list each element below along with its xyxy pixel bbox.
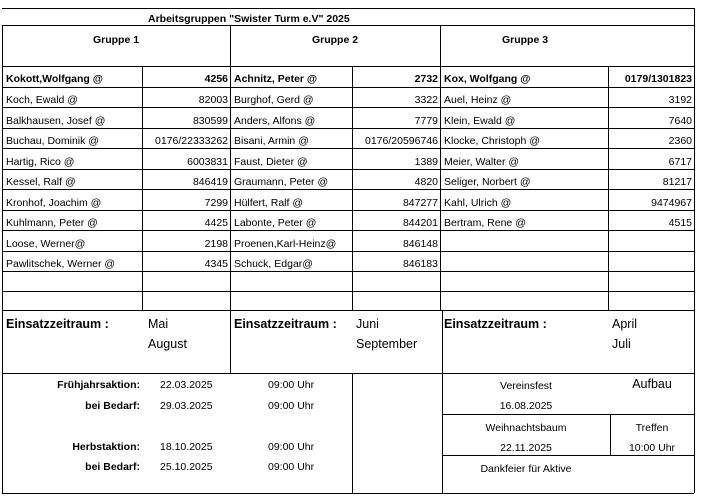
dankfeier-label: Dankfeier für Aktive: [480, 463, 572, 475]
group3-einsatz-label: Einsatzzeitraum :: [444, 317, 547, 331]
member-name: Pawlitschek, Werner @: [6, 258, 116, 270]
grid-line: [142, 66, 143, 310]
member-phone: 7640: [668, 114, 692, 127]
member-phone: 2360: [668, 135, 692, 147]
treffen-label: Treffen: [635, 422, 669, 434]
member-phone: 846419: [192, 176, 228, 188]
member-phone: 4425: [204, 217, 228, 229]
member-name: Seliger, Norbert @: [444, 176, 531, 188]
group3-header: Gruppe 3: [501, 34, 549, 46]
grid-line: [2, 493, 694, 494]
member-name: Bisani, Armin @: [234, 135, 309, 147]
grid-line: [442, 455, 694, 456]
weihnachtsbaum-label: Weihnachtsbaum: [485, 422, 567, 434]
member-phone: 844201: [402, 217, 438, 229]
member-name: Schuck, Edgar@: [234, 258, 313, 270]
member-phone: 2198: [204, 237, 228, 250]
member-phone: 7299: [204, 196, 228, 209]
action-date: 29.03.2025: [160, 400, 213, 412]
grid-line: [2, 25, 3, 493]
vereinsfest-label: Vereinsfest: [500, 380, 552, 392]
action-label: bei Bedarf:: [85, 400, 140, 412]
member-name: Kahl, Ulrich @: [444, 196, 512, 209]
member-name: Anders, Alfons @: [234, 114, 316, 127]
member-name: Labonte, Peter @: [234, 217, 317, 229]
member-phone: 6717: [668, 155, 692, 168]
member-phone: 1389: [414, 155, 438, 168]
action-time: 09:00 Uhr: [268, 441, 315, 453]
group2-header: Gruppe 2: [311, 34, 359, 46]
member-phone: 4345: [204, 258, 228, 270]
group1-month-2: August: [148, 337, 187, 351]
grid-line: [2, 271, 694, 272]
vereinsfest-date: 16.08.2025: [499, 400, 553, 412]
member-phone: 9474967: [651, 196, 692, 209]
grid-line: [694, 8, 695, 493]
member-name: Loose, Werner@: [6, 237, 86, 250]
grid-line: [2, 189, 694, 190]
action-time: 09:00 Uhr: [268, 461, 315, 473]
grid-line: [2, 210, 694, 211]
member-phone: 4515: [668, 217, 692, 229]
group2-einsatz-label: Einsatzzeitraum :: [234, 317, 337, 331]
group3-month-1: April: [612, 317, 638, 331]
member-name: Klocke, Christoph @: [444, 135, 540, 147]
action-label: Herbstaktion:: [72, 441, 140, 453]
grid-line: [2, 8, 694, 9]
grid-line: [2, 291, 694, 292]
member-name: Kronhof, Joachim @: [6, 196, 102, 209]
member-name: Proenen,Karl-Heinz@: [234, 237, 337, 250]
member-phone: 847277: [402, 196, 438, 209]
member-name: Kessel, Ralf @: [6, 176, 76, 188]
action-time: 09:00 Uhr: [268, 379, 315, 391]
grid-line: [2, 128, 694, 129]
grid-line: [2, 66, 694, 67]
member-phone: 7779: [414, 114, 438, 127]
member-phone: 81217: [662, 176, 692, 188]
group1-leader-phone: 4256: [204, 73, 228, 85]
member-phone: 0176/22333262: [155, 135, 228, 147]
member-phone: 6003831: [187, 155, 228, 168]
sheet-title: Arbeitsgruppen "Swister Turm e.V" 2025: [148, 13, 350, 25]
grid-line: [2, 230, 694, 231]
action-date: 25.10.2025: [160, 461, 213, 473]
group2-leader-phone: 2732: [414, 73, 438, 85]
grid-line: [610, 414, 611, 455]
group1-month-1: Mai: [148, 317, 169, 331]
member-phone: 3192: [668, 94, 692, 106]
member-name: Koch, Ewald @: [6, 94, 78, 106]
grid-line: [2, 373, 694, 374]
member-name: Meier, Walter @: [444, 155, 520, 168]
member-phone: 82003: [198, 94, 228, 106]
member-name: Faust, Dieter @: [234, 155, 308, 168]
member-name: Hartig, Rico @: [6, 155, 75, 168]
member-phone: 830599: [192, 114, 228, 127]
action-date: 22.03.2025: [160, 379, 213, 391]
member-name: Hülfert, Ralf @: [234, 196, 304, 209]
grid-line: [2, 310, 694, 311]
grid-line: [442, 310, 443, 493]
member-name: Graumann, Peter @: [234, 176, 329, 188]
member-phone: 4820: [414, 176, 438, 188]
grid-line: [352, 66, 353, 310]
group3-month-2: Juli: [612, 337, 631, 351]
member-name: Buchau, Dominik @: [6, 135, 99, 147]
group2-month-2: September: [356, 337, 418, 351]
member-name: Bertram, Rene @: [444, 217, 526, 229]
grid-line: [352, 373, 353, 493]
grid-line: [2, 25, 694, 26]
group1-leader-name: Kokott,Wolfgang @: [6, 73, 103, 85]
member-name: Balkhausen, Josef @: [6, 114, 106, 127]
member-phone: 846148: [402, 237, 438, 250]
grid-line: [230, 25, 231, 373]
member-phone: 846183: [402, 258, 438, 270]
aufbau-label: Aufbau: [632, 377, 672, 391]
member-phone: 3322: [414, 94, 438, 106]
weihnachtsbaum-date: 22.11.2025: [500, 442, 552, 454]
grid-line: [2, 107, 694, 108]
member-name: Auel, Heinz @: [444, 94, 512, 106]
group3-leader-name: Kox, Wolfgang @: [444, 73, 531, 85]
group3-leader-phone: 0179/1301823: [624, 73, 692, 85]
group2-month-1: Juni: [356, 317, 379, 331]
grid-line: [2, 87, 694, 88]
action-label: Frühjahrsaktion:: [57, 379, 140, 391]
grid-line: [608, 66, 609, 310]
member-name: Kuhlmann, Peter @: [6, 217, 98, 229]
group2-leader-name: Achnitz, Peter @: [234, 73, 318, 85]
action-time: 09:00 Uhr: [268, 400, 315, 412]
group1-einsatz-label: Einsatzzeitraum :: [6, 317, 109, 331]
grid-line: [2, 169, 694, 170]
grid-line: [442, 414, 694, 415]
member-name: Burghof, Gerd @: [234, 94, 314, 106]
treffen-time: 10:00 Uhr: [628, 442, 676, 454]
group-sheet: [2, 8, 694, 494]
action-label: bei Bedarf:: [85, 461, 140, 473]
member-name: Klein, Ewald @: [444, 114, 516, 127]
member-phone: 0176/20596746: [365, 135, 438, 147]
grid-line: [440, 25, 441, 310]
grid-line: [2, 148, 694, 149]
action-date: 18.10.2025: [160, 441, 213, 453]
group1-header: Gruppe 1: [92, 34, 140, 46]
grid-line: [2, 251, 694, 252]
